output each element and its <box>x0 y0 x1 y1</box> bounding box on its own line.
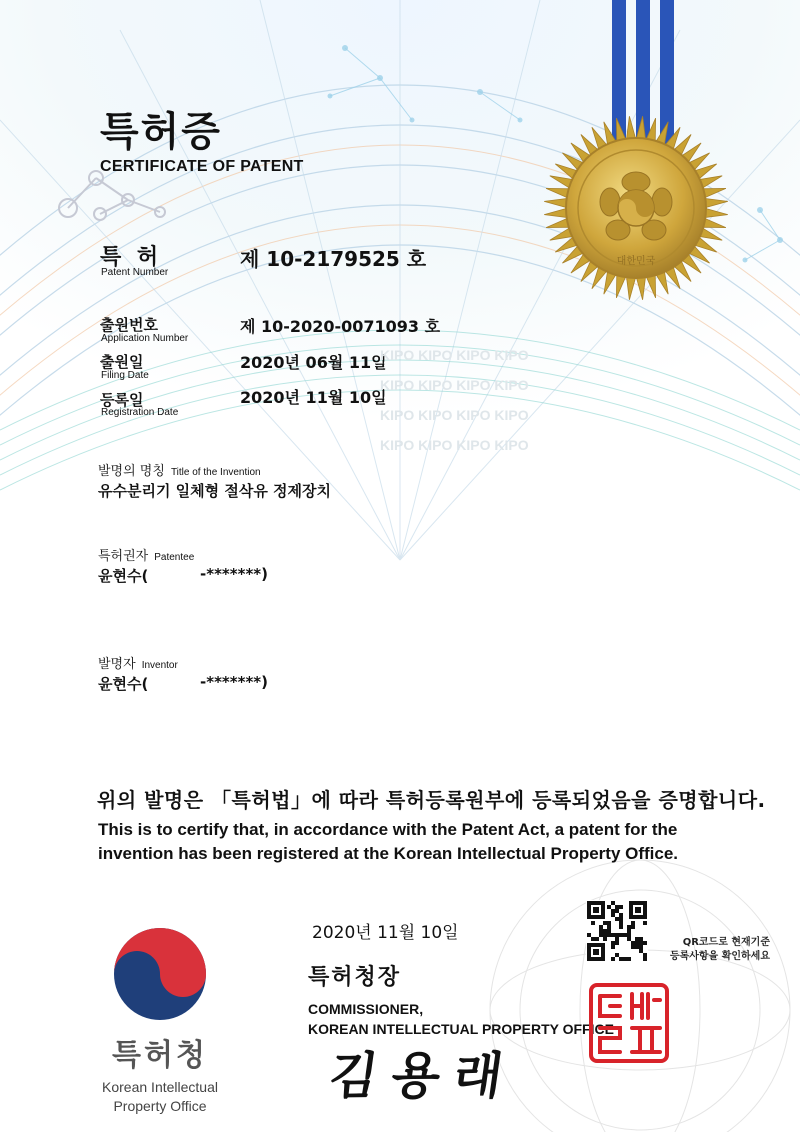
kipo-name-en-line2: Property Office <box>113 1098 207 1114</box>
certification-statement-en <box>98 818 738 866</box>
watermark-line: KIPO KIPO KIPO KIPO <box>380 407 529 423</box>
filing-date: 2020년 06월 11일 <box>240 353 387 372</box>
inventor-name: 윤현수( <box>98 675 149 693</box>
commissioner-title-en <box>308 999 614 1039</box>
kipo-watermark <box>380 340 680 460</box>
patentee-name: 윤현수( <box>98 567 149 585</box>
patent-number: 제 10-2179525 호 <box>240 247 427 271</box>
seal-text: 대한민국 <box>616 256 656 267</box>
kipo-name-ko: 특허청 <box>112 1038 208 1073</box>
qr-note-line2: 등록사항을 확인하세요 <box>669 951 770 962</box>
certificate-title-en: CERTIFICATE OF PATENT <box>100 158 304 175</box>
statement-en-line1: This is to certify that, in accordance with the Patent Act, a patent for the <box>98 820 678 839</box>
issue-date: 2020년 11월 10일 <box>312 923 459 943</box>
patent-label-en: Patent Number <box>101 267 169 278</box>
invention-title: 유수분리기 일체형 절삭유 정제장치 <box>98 482 332 500</box>
commissioner-en-line2: KOREAN INTELLECTUAL PROPERTY OFFICE <box>308 1021 614 1037</box>
statement-en-line2: invention has been registered at the Korean Intellectual Property Office. <box>98 844 679 863</box>
qr-note <box>640 936 770 964</box>
patent-label-ko: 특 허 <box>100 245 163 270</box>
patentee-label-ko: 특허권자 <box>98 549 149 564</box>
patentee-label-en: Patentee <box>154 552 195 563</box>
certificate-title-ko: 특허증 <box>100 109 222 155</box>
patentee-masked-id: -*******) <box>200 565 268 583</box>
commissioner-en-line1: COMMISSIONER, <box>308 1001 424 1017</box>
qr-note-line1: QR코드로 현재기준 <box>682 937 770 948</box>
inventor-label <box>98 653 178 672</box>
watermark-line: KIPO KIPO KIPO KIPO <box>380 377 529 393</box>
filing-label-ko: 출원일 <box>100 353 144 371</box>
registration-label-ko: 등록일 <box>100 391 144 409</box>
filing-label-en: Filing Date <box>101 370 149 381</box>
inventor-masked-id: -*******) <box>200 673 268 691</box>
qr-code[interactable] <box>586 900 648 962</box>
commissioner-signature: 김용래 <box>325 1046 521 1105</box>
certification-statement-ko: 위의 발명은 「특허법」에 따라 특허등록원부에 등록되었음을 증명합니다. <box>97 788 766 812</box>
application-number: 제 10-2020-0071093 호 <box>240 317 441 336</box>
invention-label-en: Title of the Invention <box>170 467 261 478</box>
kipo-logo <box>106 920 214 1028</box>
commissioner-title-ko: 특허청장 <box>308 965 402 990</box>
registration-label-en: Registration Date <box>101 407 179 418</box>
application-label-en: Application Number <box>101 333 189 344</box>
gold-seal <box>540 112 732 304</box>
kipo-name-en <box>78 1078 242 1116</box>
watermark-line: KIPO KIPO KIPO KIPO <box>380 437 529 453</box>
registration-date: 2020년 11월 10일 <box>240 388 387 407</box>
inventor-label-ko: 발명자 <box>98 657 136 672</box>
watermark-line: KIPO KIPO KIPO KIPO <box>380 347 529 363</box>
inventor-label-en: Inventor <box>141 660 178 671</box>
invention-label <box>98 460 261 479</box>
application-label-ko: 출원번호 <box>100 316 158 334</box>
invention-label-ko: 발명의 명칭 <box>98 464 165 479</box>
official-red-stamp <box>588 982 670 1064</box>
patentee-label <box>98 545 194 564</box>
kipo-name-en-line1: Korean Intellectual <box>102 1079 218 1095</box>
